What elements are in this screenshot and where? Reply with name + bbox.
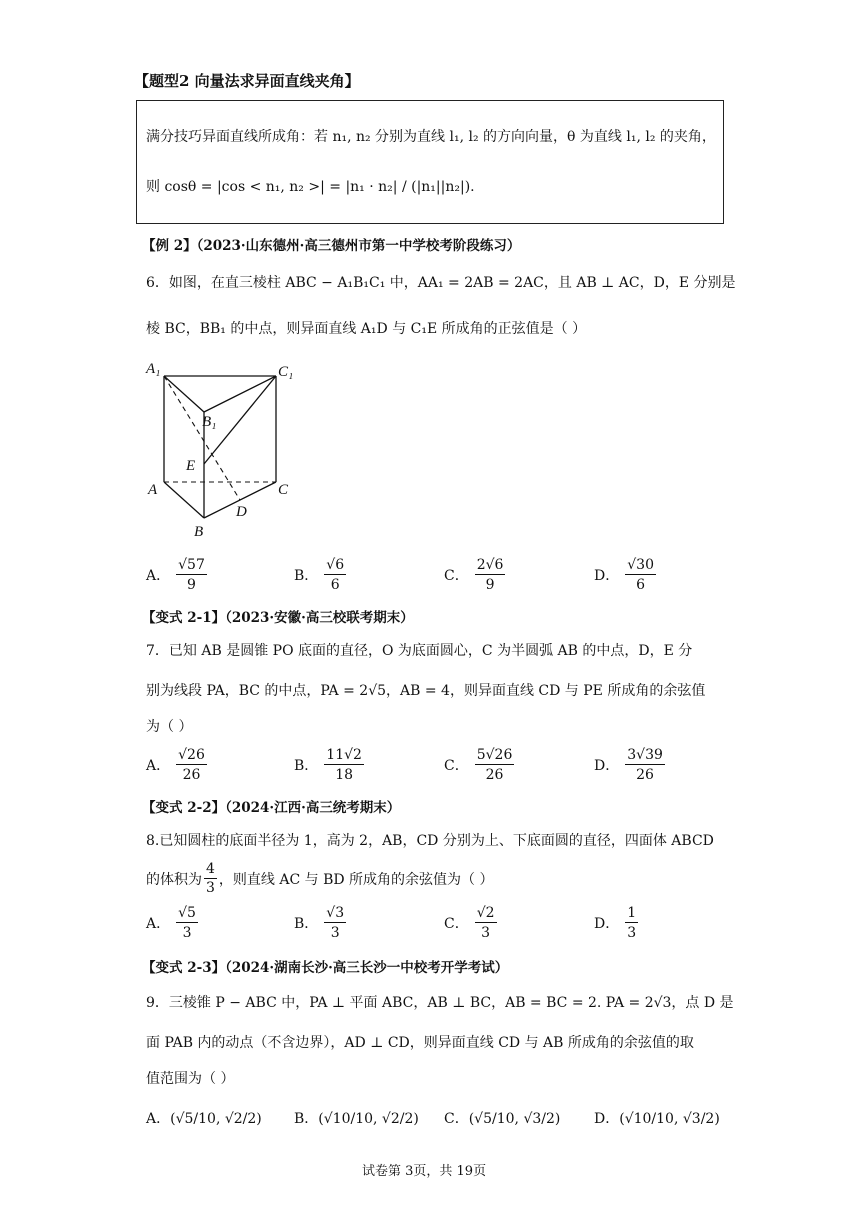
option-label: B．: [294, 1111, 319, 1127]
problem-8-line-2: [146, 862, 494, 895]
option-label: D．: [594, 758, 620, 774]
option-numerator: 2√6: [476, 557, 504, 573]
option-label: C．: [444, 1111, 469, 1127]
label-C1: C₁: [278, 364, 294, 380]
option-numerator: √26: [178, 747, 205, 763]
problem-8-tag: 【变式 2-2】（2024·江西·高三统考期末）: [142, 800, 401, 816]
option-text: (√5/10, √2/2): [170, 1111, 262, 1127]
problem-6-option-b[interactable]: [294, 558, 346, 592]
line-text: 的体积为: [146, 871, 202, 888]
option-label: A．: [146, 916, 171, 932]
page-footer: 试卷第 3页，共 19页: [362, 1164, 487, 1179]
option-denominator: 6: [636, 577, 646, 593]
problem-8-option-a[interactable]: [146, 906, 198, 940]
option-numerator: 3√39: [627, 747, 663, 763]
tip-line-2: 则 cosθ = |cos < n₁, n₂ >| = |n₁ · n₂| / (|n₁||n₂|).: [146, 179, 475, 195]
problem-9-line-1: 9．三棱锥 P − ABC 中，PA ⊥ 平面 ABC，AB ⊥ BC，AB = BC = 2. PA = 2√3，点 D 是: [146, 995, 734, 1011]
problem-6-line-1: 6．如图，在直三棱柱 ABC − A₁B₁C₁ 中，AA₁ = 2AB = 2AC，且 AB ⊥ AC，D，E 分别是: [146, 275, 736, 291]
option-text: (√5/10, √3/2): [468, 1111, 561, 1127]
option-numerator: 5√26: [476, 747, 513, 763]
option-denominator: 3: [627, 925, 637, 941]
option-denominator: 3: [481, 925, 491, 941]
problem-9-option-b[interactable]: [294, 1108, 419, 1128]
label-D: D: [236, 504, 247, 520]
option-numerator: √5: [178, 905, 196, 921]
label-B1: B₁: [202, 414, 217, 430]
label-A: A: [148, 482, 158, 498]
problem-9-tag: 【变式 2-3】（2024·湖南长沙·高三长沙一中校考开学考试）: [142, 960, 509, 976]
label-A1: A₁: [146, 361, 161, 377]
fraction-denominator: 3: [206, 880, 215, 896]
problem-6-option-c[interactable]: [444, 558, 505, 592]
problem-8-option-c[interactable]: [444, 906, 497, 940]
option-numerator: 11√2: [326, 747, 362, 763]
problem-6-option-a[interactable]: [146, 558, 207, 592]
problem-7-line-1: 7．已知 AB 是圆锥 PO 底面的直径，O 为底面圆心，C 为半圆弧 AB 的中点，D，E 分: [146, 643, 693, 659]
option-numerator: √30: [627, 557, 654, 573]
option-denominator: 3: [330, 925, 340, 941]
problem-7-option-b[interactable]: [294, 748, 364, 782]
problem-7-line-3: 为（ ）: [146, 719, 193, 735]
option-label: A．: [146, 1111, 171, 1127]
problem-7-option-c[interactable]: [444, 748, 514, 782]
problem-7-tag: 【变式 2-1】（2023·安徽·高三校联考期末）: [142, 610, 414, 626]
option-label: A．: [146, 758, 171, 774]
problem-8-line-1: 8.已知圆柱的底面半径为 1，高为 2，AB，CD 分别为上、下底面圆的直径，四面体 ABCD: [146, 833, 714, 849]
option-denominator: 18: [335, 767, 354, 783]
problem-9-option-a[interactable]: [146, 1108, 262, 1128]
label-B: B: [194, 524, 204, 540]
option-denominator: 9: [485, 577, 495, 593]
line-text: ，则直线 AC 与 BD 所成角的余弦值为（ ）: [218, 871, 494, 888]
option-label: C．: [444, 916, 469, 932]
option-numerator: √6: [326, 557, 345, 573]
option-label: D．: [594, 916, 620, 932]
option-denominator: 26: [485, 767, 504, 783]
option-denominator: 26: [182, 767, 201, 783]
option-denominator: 6: [330, 577, 340, 593]
problem-7-option-a[interactable]: [146, 748, 207, 782]
label-E: E: [186, 458, 196, 474]
problem-7-line-2: 别为线段 PA，BC 的中点，PA = 2√5，AB = 4，则异面直线 CD 与 PE 所成角的余弦值: [146, 683, 706, 699]
problem-6-option-d[interactable]: [594, 558, 656, 592]
section-title: 【题型2 向量法求异面直线夹角】: [134, 72, 360, 90]
problem-7-option-d[interactable]: [594, 748, 665, 782]
problem-8-option-b[interactable]: [294, 906, 346, 940]
option-numerator: √3: [326, 905, 345, 921]
option-denominator: 26: [636, 767, 654, 783]
option-label: B．: [294, 758, 319, 774]
option-text: (√10/10, √3/2): [619, 1111, 720, 1127]
prism-figure: [140, 356, 300, 546]
label-C: C: [278, 482, 289, 498]
problem-9-option-d[interactable]: [594, 1108, 720, 1128]
tip-line-1: 满分技巧异面直线所成角：若 n₁, n₂ 分别为直线 l₁, l₂ 的方向向量，θ 为直线 l₁, l₂ 的夹角，: [146, 129, 716, 145]
option-label: B．: [294, 568, 319, 584]
option-numerator: √57: [178, 557, 205, 573]
problem-6-line-2: 棱 BC，BB₁ 的中点，则异面直线 A₁D 与 C₁E 所成角的正弦值是（ ）: [146, 321, 587, 337]
problem-9-option-c[interactable]: [444, 1108, 560, 1128]
option-label: C．: [444, 758, 469, 774]
option-label: D．: [594, 568, 620, 584]
tip-box: [136, 100, 724, 224]
problem-9-line-3: 值范围为（ ）: [146, 1071, 235, 1087]
option-numerator: 1: [627, 905, 637, 921]
problem-8-option-d[interactable]: [594, 906, 638, 940]
fraction-numerator: 4: [206, 861, 215, 877]
option-numerator: √2: [476, 905, 495, 921]
problem-6-tag: 【例 2】（2023·山东德州·高三德州市第一中学校考阶段练习）: [142, 238, 521, 254]
option-label: A．: [146, 568, 171, 584]
option-denominator: 3: [182, 925, 192, 941]
option-label: C．: [444, 568, 469, 584]
option-text: (√10/10, √2/2): [318, 1111, 419, 1127]
option-label: D．: [594, 1111, 620, 1127]
problem-9-line-2: 面 PAB 内的动点（不含边界），AD ⊥ CD，则异面直线 CD 与 AB 所成角的余弦值的取: [146, 1035, 694, 1051]
option-label: B．: [294, 916, 319, 932]
option-denominator: 9: [187, 577, 196, 593]
